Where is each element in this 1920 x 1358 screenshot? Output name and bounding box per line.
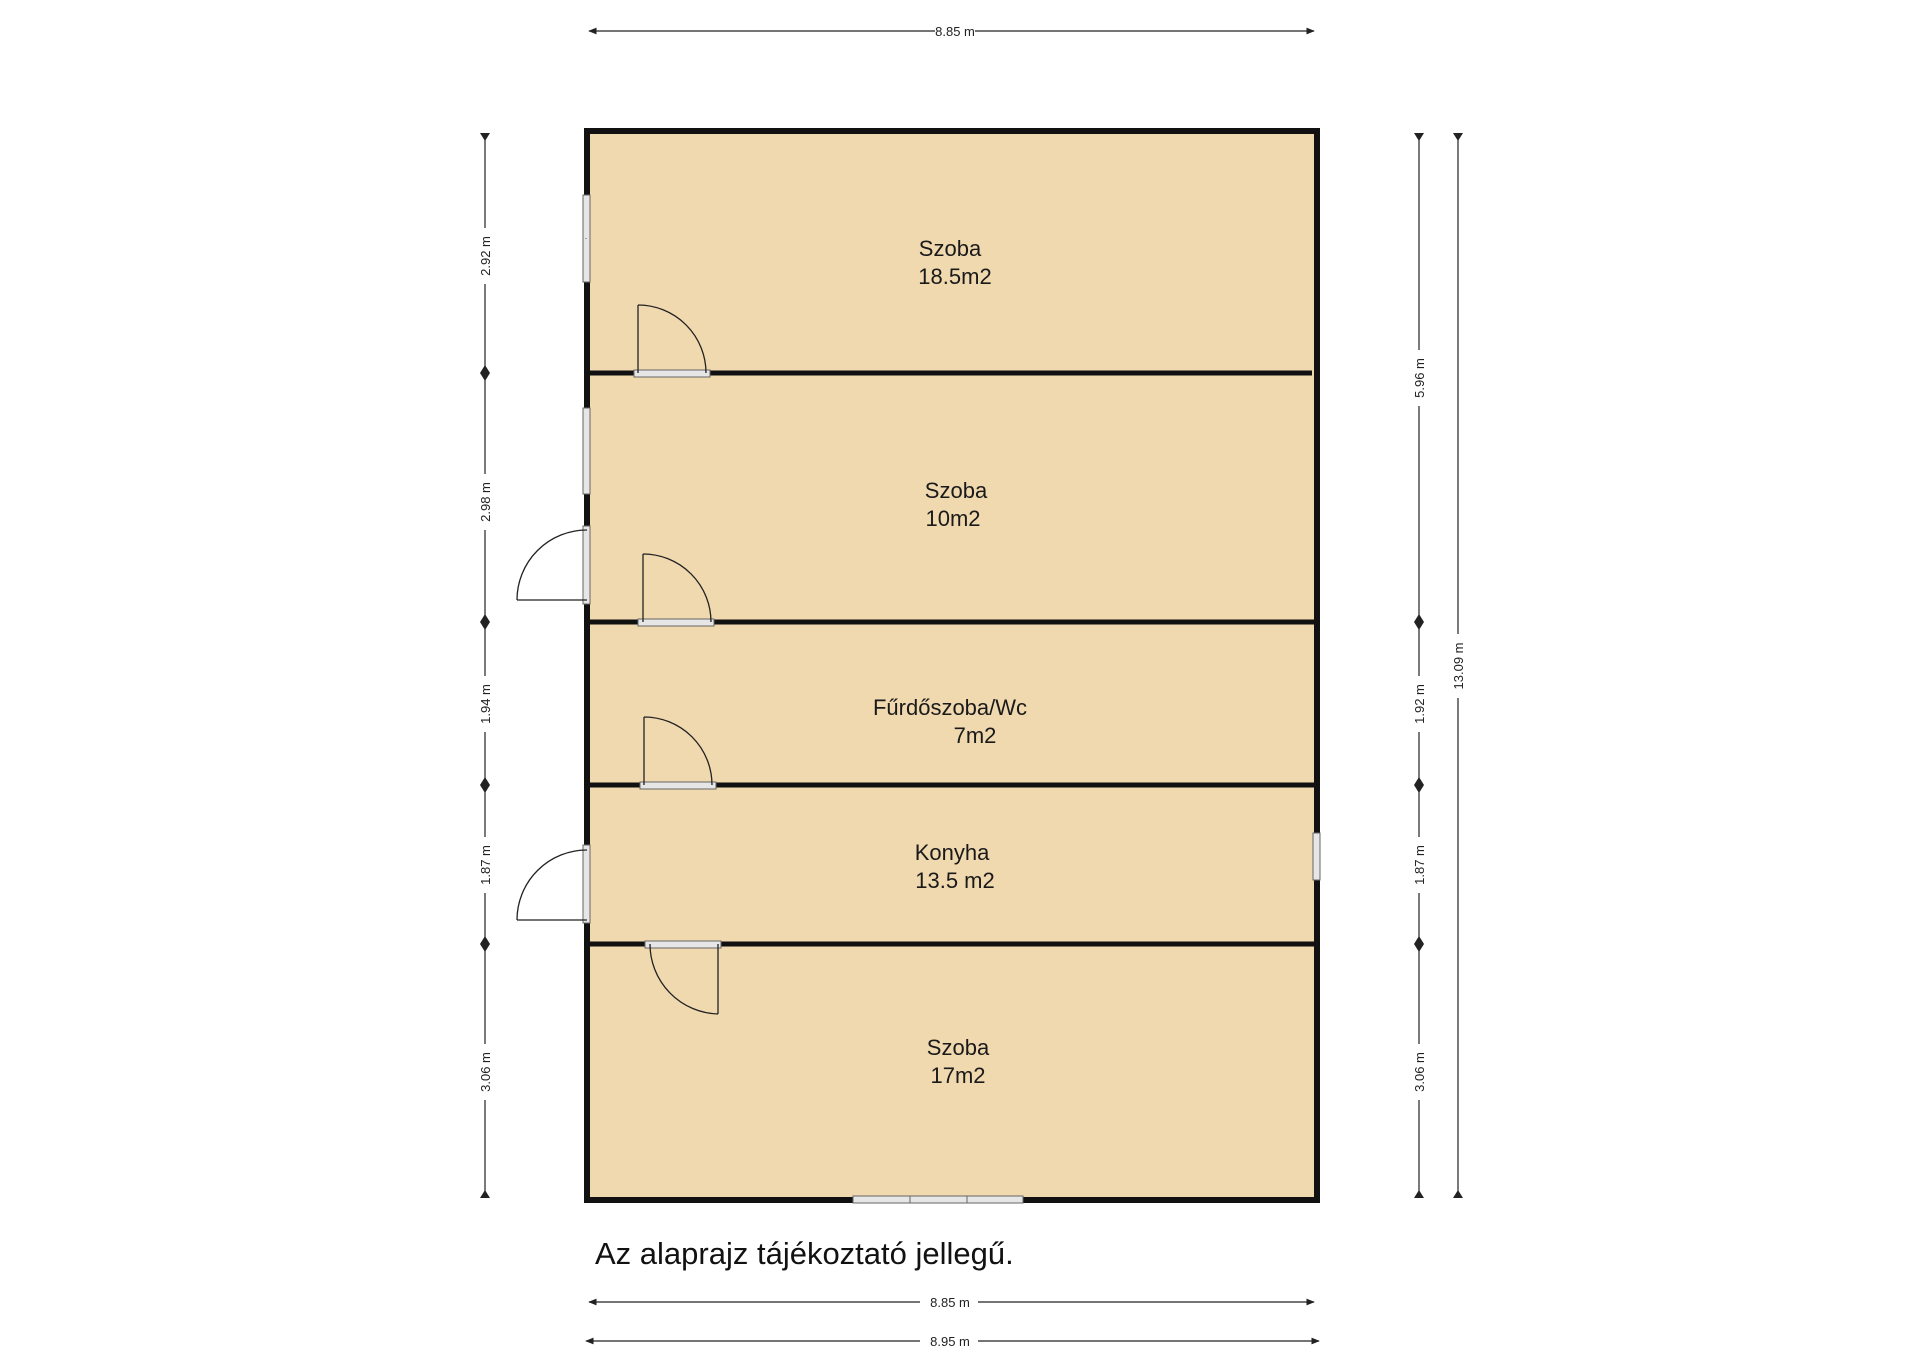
room-name: Szoba bbox=[918, 236, 982, 261]
room-name: Konyha bbox=[914, 840, 990, 865]
svg-text:1.92 m: 1.92 m bbox=[1412, 684, 1427, 724]
dimension-bottom-outer-width bbox=[586, 1334, 1319, 1349]
dimension-bottom-inner-width bbox=[589, 1295, 1314, 1310]
room-area: 10m2 bbox=[925, 506, 981, 531]
svg-text:8.85 m: 8.85 m bbox=[930, 1295, 970, 1310]
room-area: 18.5m2 bbox=[918, 264, 992, 289]
window-left-2 bbox=[583, 408, 590, 494]
room-area: 13.5 m2 bbox=[915, 868, 995, 893]
room-name: Fűrdőszoba/Wc bbox=[872, 695, 1028, 720]
svg-text:8.95 m: 8.95 m bbox=[930, 1334, 970, 1349]
svg-text:3.06 m: 3.06 m bbox=[1412, 1052, 1427, 1092]
svg-text:13.09 m: 13.09 m bbox=[1451, 642, 1466, 690]
window-right bbox=[1313, 833, 1320, 880]
dimension-total-height bbox=[1450, 133, 1466, 1198]
disclaimer-note: Az alaprajz tájékoztató jellegű. bbox=[595, 1236, 1014, 1271]
svg-text:2.98 m: 2.98 m bbox=[478, 482, 493, 522]
window-bottom bbox=[853, 1196, 1023, 1203]
room-area: 7m2 bbox=[953, 723, 997, 748]
room-name: Szoba bbox=[924, 478, 988, 503]
room-area: 17m2 bbox=[930, 1063, 986, 1088]
dimension-left bbox=[477, 133, 493, 1198]
svg-text:1.87 m: 1.87 m bbox=[1412, 845, 1427, 885]
svg-text:3.06 m: 3.06 m bbox=[478, 1052, 493, 1092]
entrance-door-1 bbox=[517, 526, 590, 604]
svg-text:1.94 m: 1.94 m bbox=[478, 684, 493, 724]
dimension-right bbox=[1411, 133, 1427, 1198]
svg-text:8.85 m: 8.85 m bbox=[935, 24, 975, 39]
dimension-top-width bbox=[589, 24, 1314, 39]
svg-text:2.92 m: 2.92 m bbox=[478, 236, 493, 276]
entrance-door-2 bbox=[517, 845, 590, 923]
room-name: Szoba bbox=[926, 1035, 990, 1060]
svg-text:5.96 m: 5.96 m bbox=[1412, 358, 1427, 398]
svg-text:1.87 m: 1.87 m bbox=[478, 845, 493, 885]
